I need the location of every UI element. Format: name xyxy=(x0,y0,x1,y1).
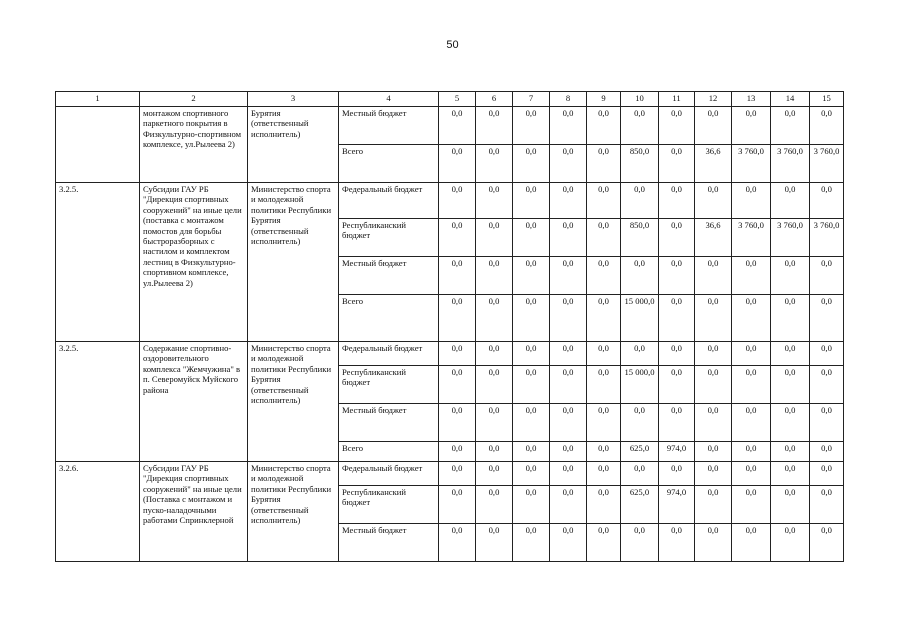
value-cell: 0,0 xyxy=(587,145,621,183)
value-cell: 850,0 xyxy=(621,145,659,183)
value-cell: 625,0 xyxy=(621,486,659,524)
value-cell: 0,0 xyxy=(513,107,550,145)
table-row xyxy=(56,462,844,486)
value-cell: 0,0 xyxy=(587,257,621,295)
funding-source-cell: Местный бюджет xyxy=(339,404,439,442)
value-cell: 0,0 xyxy=(476,524,513,562)
table-row xyxy=(56,107,844,145)
value-cell: 625,0 xyxy=(621,442,659,462)
item-executor-cell: Министерство спорта и молодежной политики Республики Бурятия (ответственный исполнитель) xyxy=(248,462,339,562)
header-cell: 15 xyxy=(810,92,844,107)
value-cell: 0,0 xyxy=(621,462,659,486)
funding-source-cell: Республиканский бюджет xyxy=(339,366,439,404)
value-cell: 0,0 xyxy=(810,404,844,442)
value-cell: 0,0 xyxy=(771,366,810,404)
funding-source-cell: Местный бюджет xyxy=(339,524,439,562)
value-cell: 0,0 xyxy=(695,404,732,442)
value-cell: 0,0 xyxy=(439,219,476,257)
funding-source-cell: Федеральный бюджет xyxy=(339,342,439,366)
value-cell: 0,0 xyxy=(771,295,810,342)
value-cell: 0,0 xyxy=(587,366,621,404)
item-name-cell: Содержание спортивно-оздоровительного комплекса "Жемчужина" в п. Северомуйск Муйского района xyxy=(140,342,248,462)
value-cell: 0,0 xyxy=(513,257,550,295)
value-cell: 0,0 xyxy=(771,183,810,219)
item-name-cell: Субсидии ГАУ РБ "Дирекция спортивных сооружений" на иные цели (поставка с монтажом помостов для борьбы быстроразборных с настилом и комплектом лестниц в Физкультурно-спортивном комплексе, ул.Рылеева 2) xyxy=(140,183,248,342)
header-cell: 8 xyxy=(550,92,587,107)
value-cell: 0,0 xyxy=(513,366,550,404)
value-cell: 0,0 xyxy=(659,404,695,442)
value-cell: 0,0 xyxy=(810,366,844,404)
item-code-cell: 3.2.6. xyxy=(56,462,140,562)
header-cell: 14 xyxy=(771,92,810,107)
value-cell: 0,0 xyxy=(439,342,476,366)
value-cell: 3 760,0 xyxy=(732,145,771,183)
value-cell: 0,0 xyxy=(695,442,732,462)
value-cell: 0,0 xyxy=(771,462,810,486)
value-cell: 0,0 xyxy=(513,219,550,257)
value-cell: 0,0 xyxy=(513,524,550,562)
item-code-cell: 3.2.5. xyxy=(56,342,140,462)
value-cell: 0,0 xyxy=(476,145,513,183)
value-cell: 15 000,0 xyxy=(621,295,659,342)
value-cell: 0,0 xyxy=(810,183,844,219)
header-cell: 3 xyxy=(248,92,339,107)
value-cell: 0,0 xyxy=(476,366,513,404)
value-cell: 0,0 xyxy=(732,442,771,462)
item-code-cell xyxy=(56,107,140,183)
value-cell: 3 760,0 xyxy=(810,219,844,257)
header-cell: 1 xyxy=(56,92,140,107)
value-cell: 0,0 xyxy=(550,442,587,462)
value-cell: 36,6 xyxy=(695,145,732,183)
value-cell: 0,0 xyxy=(550,145,587,183)
header-cell: 13 xyxy=(732,92,771,107)
value-cell: 0,0 xyxy=(513,342,550,366)
value-cell: 0,0 xyxy=(513,442,550,462)
value-cell: 0,0 xyxy=(550,486,587,524)
value-cell: 0,0 xyxy=(587,524,621,562)
value-cell: 0,0 xyxy=(550,295,587,342)
funding-source-cell: Республиканский бюджет xyxy=(339,219,439,257)
value-cell: 850,0 xyxy=(621,219,659,257)
header-cell: 5 xyxy=(439,92,476,107)
header-cell: 10 xyxy=(621,92,659,107)
header-cell: 6 xyxy=(476,92,513,107)
budget-table xyxy=(55,91,844,562)
funding-source-cell: Всего xyxy=(339,442,439,462)
value-cell: 0,0 xyxy=(732,366,771,404)
value-cell: 0,0 xyxy=(513,486,550,524)
value-cell: 0,0 xyxy=(621,257,659,295)
value-cell: 0,0 xyxy=(695,524,732,562)
value-cell: 0,0 xyxy=(621,404,659,442)
value-cell: 0,0 xyxy=(439,442,476,462)
value-cell: 974,0 xyxy=(659,486,695,524)
value-cell: 0,0 xyxy=(439,107,476,145)
value-cell: 0,0 xyxy=(695,366,732,404)
value-cell: 0,0 xyxy=(476,295,513,342)
value-cell: 0,0 xyxy=(732,183,771,219)
value-cell: 0,0 xyxy=(771,442,810,462)
funding-source-cell: Всего xyxy=(339,295,439,342)
value-cell: 0,0 xyxy=(550,219,587,257)
item-name-cell: Субсидии ГАУ РБ "Дирекция спортивных сооружений" на иные цели (Поставка с монтажом и пуско-наладочными работами Спринклерной xyxy=(140,462,248,562)
value-cell: 0,0 xyxy=(513,295,550,342)
value-cell: 0,0 xyxy=(771,257,810,295)
value-cell: 0,0 xyxy=(476,219,513,257)
value-cell: 0,0 xyxy=(439,404,476,442)
item-code-cell: 3.2.5. xyxy=(56,183,140,342)
value-cell: 0,0 xyxy=(659,257,695,295)
value-cell: 0,0 xyxy=(732,462,771,486)
item-executor-cell: Министерство спорта и молодежной политики Республики Бурятия (ответственный исполнитель) xyxy=(248,183,339,342)
item-name-cell: монтажом спортивного паркетного покрытия в Физкультурно-спортивном комплексе, ул.Рылеева 2) xyxy=(140,107,248,183)
value-cell: 0,0 xyxy=(659,219,695,257)
value-cell: 3 760,0 xyxy=(771,145,810,183)
table-row xyxy=(56,183,844,219)
value-cell: 0,0 xyxy=(810,107,844,145)
value-cell: 0,0 xyxy=(439,295,476,342)
value-cell: 0,0 xyxy=(771,404,810,442)
value-cell: 0,0 xyxy=(621,107,659,145)
value-cell: 36,6 xyxy=(695,219,732,257)
value-cell: 0,0 xyxy=(587,183,621,219)
value-cell: 0,0 xyxy=(587,342,621,366)
value-cell: 0,0 xyxy=(659,524,695,562)
header-cell: 4 xyxy=(339,92,439,107)
funding-source-cell: Федеральный бюджет xyxy=(339,462,439,486)
value-cell: 3 760,0 xyxy=(732,219,771,257)
header-cell: 12 xyxy=(695,92,732,107)
funding-source-cell: Республиканский бюджет xyxy=(339,486,439,524)
value-cell: 0,0 xyxy=(695,342,732,366)
funding-source-cell: Местный бюджет xyxy=(339,257,439,295)
value-cell: 0,0 xyxy=(513,145,550,183)
value-cell: 0,0 xyxy=(476,183,513,219)
value-cell: 0,0 xyxy=(810,462,844,486)
value-cell: 0,0 xyxy=(550,342,587,366)
value-cell: 0,0 xyxy=(476,442,513,462)
value-cell: 3 760,0 xyxy=(810,145,844,183)
value-cell: 0,0 xyxy=(732,524,771,562)
value-cell: 0,0 xyxy=(771,342,810,366)
value-cell: 0,0 xyxy=(695,462,732,486)
value-cell: 0,0 xyxy=(550,257,587,295)
value-cell: 0,0 xyxy=(810,442,844,462)
item-executor-cell: Бурятия (ответственный исполнитель) xyxy=(248,107,339,183)
value-cell: 0,0 xyxy=(732,295,771,342)
value-cell: 0,0 xyxy=(587,442,621,462)
item-executor-cell: Министерство спорта и молодежной политики Республики Бурятия (ответственный исполнитель) xyxy=(248,342,339,462)
value-cell: 0,0 xyxy=(659,462,695,486)
value-cell: 0,0 xyxy=(550,183,587,219)
value-cell: 0,0 xyxy=(550,366,587,404)
value-cell: 3 760,0 xyxy=(771,219,810,257)
value-cell: 0,0 xyxy=(810,295,844,342)
value-cell: 0,0 xyxy=(550,404,587,442)
value-cell: 0,0 xyxy=(695,486,732,524)
value-cell: 0,0 xyxy=(659,342,695,366)
value-cell: 0,0 xyxy=(695,107,732,145)
value-cell: 0,0 xyxy=(476,486,513,524)
value-cell: 0,0 xyxy=(659,145,695,183)
value-cell: 974,0 xyxy=(659,442,695,462)
table-row xyxy=(56,342,844,366)
value-cell: 0,0 xyxy=(439,366,476,404)
value-cell: 0,0 xyxy=(587,107,621,145)
value-cell: 0,0 xyxy=(621,342,659,366)
value-cell: 0,0 xyxy=(587,404,621,442)
value-cell: 0,0 xyxy=(439,486,476,524)
value-cell: 0,0 xyxy=(550,524,587,562)
value-cell: 0,0 xyxy=(550,462,587,486)
value-cell: 0,0 xyxy=(476,257,513,295)
value-cell: 0,0 xyxy=(659,183,695,219)
value-cell: 0,0 xyxy=(732,404,771,442)
value-cell: 0,0 xyxy=(810,524,844,562)
value-cell: 0,0 xyxy=(513,404,550,442)
value-cell: 0,0 xyxy=(695,257,732,295)
value-cell: 0,0 xyxy=(732,257,771,295)
value-cell: 0,0 xyxy=(476,462,513,486)
page-number: 50 xyxy=(446,39,459,51)
value-cell: 0,0 xyxy=(587,219,621,257)
value-cell: 0,0 xyxy=(476,107,513,145)
value-cell: 0,0 xyxy=(659,107,695,145)
value-cell: 0,0 xyxy=(439,524,476,562)
value-cell: 0,0 xyxy=(659,366,695,404)
value-cell: 0,0 xyxy=(439,257,476,295)
header-cell: 2 xyxy=(140,92,248,107)
value-cell: 0,0 xyxy=(659,295,695,342)
value-cell: 0,0 xyxy=(439,183,476,219)
value-cell: 15 000,0 xyxy=(621,366,659,404)
value-cell: 0,0 xyxy=(587,486,621,524)
value-cell: 0,0 xyxy=(439,462,476,486)
value-cell: 0,0 xyxy=(513,183,550,219)
funding-source-cell: Местный бюджет xyxy=(339,107,439,145)
value-cell: 0,0 xyxy=(771,486,810,524)
value-cell: 0,0 xyxy=(695,295,732,342)
value-cell: 0,0 xyxy=(621,183,659,219)
value-cell: 0,0 xyxy=(771,524,810,562)
value-cell: 0,0 xyxy=(771,107,810,145)
value-cell: 0,0 xyxy=(439,145,476,183)
value-cell: 0,0 xyxy=(732,107,771,145)
value-cell: 0,0 xyxy=(587,295,621,342)
value-cell: 0,0 xyxy=(810,486,844,524)
funding-source-cell: Всего xyxy=(339,145,439,183)
value-cell: 0,0 xyxy=(513,462,550,486)
value-cell: 0,0 xyxy=(550,107,587,145)
header-cell: 11 xyxy=(659,92,695,107)
value-cell: 0,0 xyxy=(621,524,659,562)
value-cell: 0,0 xyxy=(732,486,771,524)
header-cell: 9 xyxy=(587,92,621,107)
value-cell: 0,0 xyxy=(810,257,844,295)
value-cell: 0,0 xyxy=(476,404,513,442)
value-cell: 0,0 xyxy=(810,342,844,366)
value-cell: 0,0 xyxy=(695,183,732,219)
funding-source-cell: Федеральный бюджет xyxy=(339,183,439,219)
header-row xyxy=(56,92,844,107)
value-cell: 0,0 xyxy=(732,342,771,366)
value-cell: 0,0 xyxy=(476,342,513,366)
value-cell: 0,0 xyxy=(587,462,621,486)
header-cell: 7 xyxy=(513,92,550,107)
table-body xyxy=(56,107,844,562)
